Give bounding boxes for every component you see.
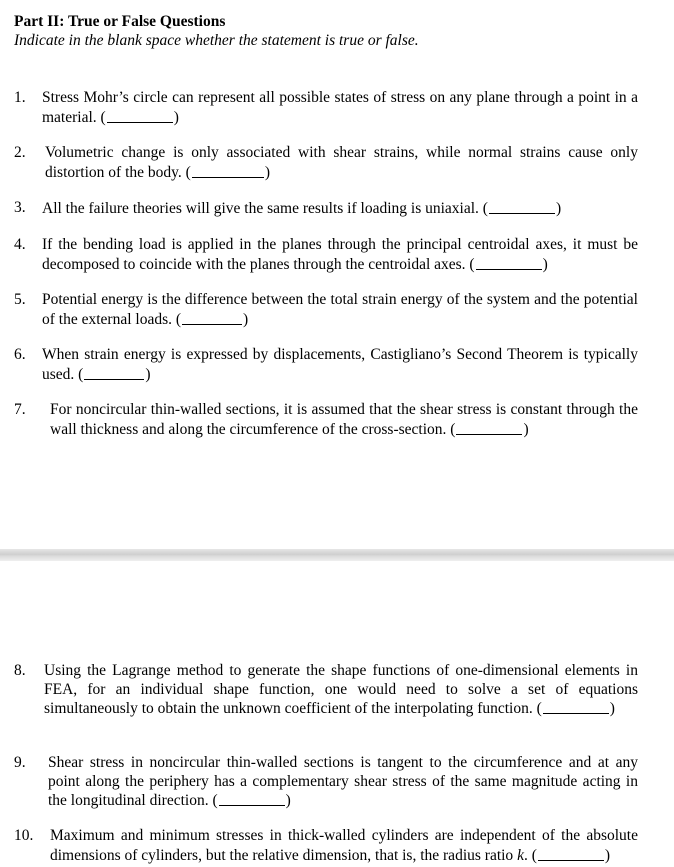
- answer-close-paren: ): [555, 200, 562, 217]
- answer-close-paren: ): [523, 420, 529, 438]
- answer-blank[interactable]: [182, 310, 242, 325]
- question-text-end: .: [523, 846, 528, 864]
- question-text: When strain energy is expressed by displacements, Castigliano’s Second Theorem is typically used.: [42, 346, 638, 383]
- answer-open-paren: (: [531, 846, 537, 864]
- answer-blank[interactable]: [476, 255, 542, 270]
- page-break-divider: [0, 549, 674, 561]
- question-text: All the failure theories will give the same results if loading is uniaxial.: [42, 200, 479, 217]
- answer-close-paren: ): [264, 163, 270, 181]
- question-text: Shear stress in noncircular thin-walled sections is tangent to the circumference and at any point along the periphery has a complementary shear stress of the same magnitude acting in the longitudinal direction.: [48, 754, 638, 809]
- answer-blank[interactable]: [456, 420, 522, 435]
- answer-open-paren: (: [100, 108, 106, 126]
- question-number: 8.: [14, 662, 26, 679]
- question-text: Maximum and minimum stresses in thick-walled cylinders are independent of the absolute dimensions of cylinders, but the relative dimension, that is, the radius ratio: [50, 827, 638, 864]
- radius-ratio-symbol: k: [517, 846, 524, 864]
- answer-blank[interactable]: [489, 199, 555, 214]
- question-text: Using the Lagrange method to generate the shape functions of one-dimensional elements in FEA, for an individual shape function, one would need to solve a set of equations simultaneously to obtain the unknown coefficient of the interpolating function.: [44, 662, 638, 717]
- section-title: Part II: True or False Questions: [14, 13, 226, 30]
- answer-open-paren: (: [482, 200, 488, 217]
- question-number: 9.: [14, 754, 26, 771]
- answer-close-paren: ): [604, 846, 611, 864]
- question-text: For noncircular thin-walled sections, it is assumed that the shear stress is constant through the wall thickness and along the circumference of the cross-section.: [50, 401, 638, 438]
- question-text: If the bending load is applied in the planes through the principal centroidal axes, it must be decomposed to coincide with the planes through the centroidal axes.: [42, 236, 638, 273]
- answer-open-paren: (: [175, 310, 182, 328]
- answer-close-paren: ): [285, 792, 291, 809]
- answer-blank[interactable]: [543, 699, 609, 714]
- answer-blank[interactable]: [107, 108, 173, 123]
- answer-open-paren: (: [185, 163, 191, 181]
- question-number: 4.: [14, 236, 26, 253]
- question-number: 3.: [14, 199, 26, 216]
- question-number: 2.: [14, 144, 26, 161]
- answer-close-paren: ): [609, 700, 615, 717]
- answer-blank[interactable]: [192, 163, 264, 178]
- answer-open-paren: (: [469, 255, 475, 273]
- answer-close-paren: ): [145, 365, 151, 383]
- question-number: 5.: [14, 291, 26, 308]
- question-number: 6.: [14, 346, 26, 363]
- question-number: 1.: [14, 89, 26, 106]
- answer-open-paren: (: [78, 365, 84, 383]
- answer-close-paren: ): [542, 255, 548, 273]
- question-text: Potential energy is the difference between the total strain energy of the system and the potential of the external loads.: [42, 291, 638, 328]
- section-instructions: Indicate in the blank space whether the statement is true or false.: [14, 32, 419, 49]
- answer-close-paren: ): [243, 310, 249, 328]
- question-text: Volumetric change is only associated with shear strains, while normal strains cause only distortion of the body.: [45, 144, 638, 181]
- answer-open-paren: (: [450, 420, 456, 438]
- answer-open-paren: (: [212, 792, 218, 809]
- question-number: 7.: [14, 401, 26, 418]
- answer-blank[interactable]: [538, 846, 604, 861]
- question-text: Stress Mohr’s circle can represent all possible states of stress on any plane through a point in a material.: [42, 89, 638, 126]
- question-number: 10.: [14, 827, 34, 844]
- answer-blank[interactable]: [219, 791, 285, 806]
- answer-blank[interactable]: [84, 365, 144, 380]
- answer-open-paren: (: [536, 700, 542, 717]
- answer-close-paren: ): [173, 108, 179, 126]
